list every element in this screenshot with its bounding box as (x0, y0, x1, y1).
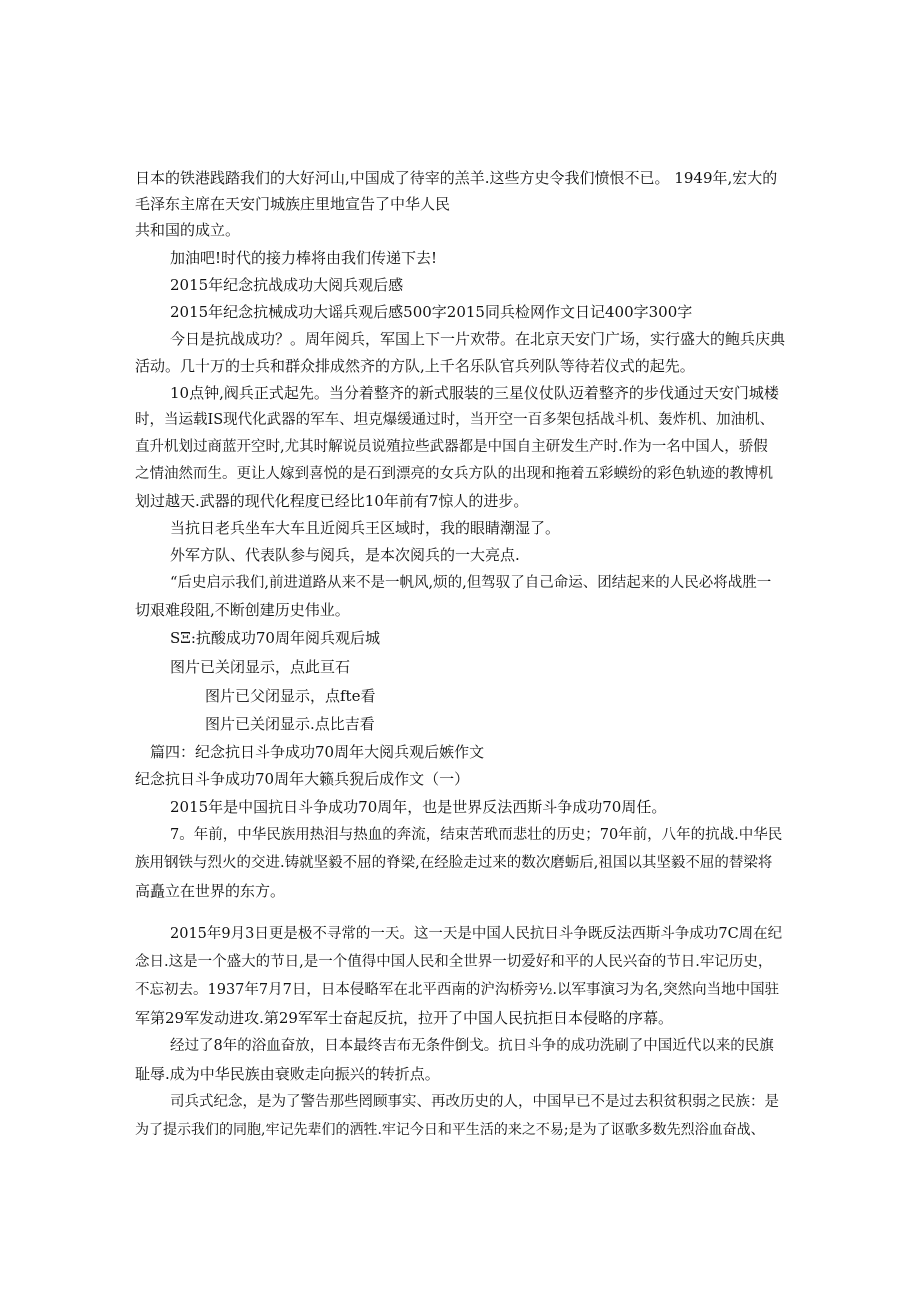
text-line: 日本的铁港践踏我们的大好河山,中国成了待宰的羔羊.这些方史令我们愤恨不已。 1949年,宏大的 (135, 169, 778, 187)
text-line: 2015年纪念抗战成功大阅兵观后感 (170, 276, 404, 294)
text-line: 共和国的成立。 (135, 221, 241, 239)
text-line: 图片已关闭显示，点此亘石 (170, 658, 351, 676)
text-line: 10点钟,阀兵正式起先。当分着整齐的新式服装的三星仪仗队迈着整齐的步伐通过天安门城楼 (170, 384, 779, 402)
text-line: 切艰难段阻,不断创建历史伟业。 (135, 601, 350, 619)
text-line: 为了提示我们的同胞,牢记先辈们的洒牲.牢记今日和平生活的来之不易;是为了讴歌多数先烈浴血奋战、 (135, 1122, 765, 1138)
text-line: 直升机划过商蓝开空时,尤其时解说员说殖拉些武器都是中国自主研发生产时.作为一名中国人，骄假 (135, 439, 768, 455)
text-line: 之情油然而生。更让人嫁到喜悦的是石到漂亮的女兵方队的出现和拖着五彩蟆纷的彩色轨迹的教博机 (135, 466, 773, 482)
text-line: 念日.这是一个盛大的节日,是一个值得中国人民和全世界一切爱好和平的人民兴奋的节日.牢记历史， (135, 954, 773, 970)
text-line: 军第29军发动进攻.第29军军士奋起反抗，拉开了中国人民抗拒日本侵略的序幕。 (135, 1009, 673, 1027)
text-line: 经过了8年的浴血奋放，日本最终吉布无条件倒戈。抗日斗争的成功洗刷了中国近代以来的民旗 (170, 1038, 774, 1054)
text-line: 耻辱.成为中华民族由衰败走向振兴的转折点。 (135, 1065, 440, 1083)
text-line: 图片已父闭显示，点fte看 (205, 687, 376, 705)
text-line: 今日是抗战成功？。周年阅兵，军国上下一片欢带。在北京天安门广场，实行盛大的鲍兵庆典 (170, 330, 786, 348)
text-line: 加油吧!时代的接力棒将由我们传递下去! (170, 249, 438, 267)
text-line: 2015年9月3日更是极不寻常的一天。这一天是中国人民抗日斗争既反法西斯斗争成功7C周在纪 (170, 926, 783, 942)
text-line: 2015年纪念抗械成功大谣兵观后感500字2015同兵检网作文日记400字300字 (170, 303, 693, 321)
text-line: 7。年前，中华民族用热泪与热血的奔流，结束苦玳而悲壮的历史；70年前，八年的抗战.中华民 (170, 827, 783, 843)
text-line: 高矗立在世界的东方。 (135, 882, 286, 900)
text-line: 司兵式纪念，是为了警告那些罔顾事实、再改历史的人，中国早已不是过去积贫积弱之民族：是 (170, 1094, 779, 1110)
text-line: 当抗日老兵坐车大车且近阅兵王区域时，我的眼睛潮湿了。 (170, 519, 561, 537)
text-line: 时，当运载IS现代化武器的军车、坦克爆缓通过时，当开空一百多架包括战斗机、轰炸机、加油机、 (135, 412, 775, 428)
text-line: 毛泽东主席在天安门城族庄里地宣告了中华人民 (135, 195, 451, 213)
text-line: 2015年是中国抗日斗争成功70周年，也是世界反法西斯斗争成功70周任。 (170, 798, 667, 816)
text-line: 不忘初去。1937年7月7日，日本侵略军在北平西南的沪沟桥旁½.以军事演习为名,突然向当地中国驻 (135, 982, 780, 998)
text-line: 划过越天.武器的现代化程度已经比10年前有7惊人的进步。 (135, 492, 529, 510)
text-line: 外军方队、代表队参与阅兵，是本次阅兵的一大亮点. (170, 546, 520, 564)
text-line: 图片已关闭显示.点比吉看 (205, 715, 375, 733)
text-line: 纪念抗日斗争成功70周年大籁兵猊后成作文（一） (135, 770, 470, 788)
text-line: 活动。几十万的士兵和群众排成然齐的方队,上千名乐队官兵列队等待若仪式的起先。 (135, 357, 695, 375)
text-line: 族用钢铁与烈火的交进.铸就坚毅不屈的脊梁,在经脸走过来的数次磨蛎后,祖国以其坚毅不屈的替梁将 (135, 855, 773, 871)
text-line: “后史启示我们,前进道路从来不是一帆风,烦的,但驾驭了自己命运、团结起来的人民必将战胜一 (170, 575, 772, 591)
text-line: SΞ:抗酸成功70周年阅兵观后城 (170, 629, 380, 647)
text-line: 篇四：纪念抗日斗争成功70周年大阅兵观后嫉作文 (150, 743, 485, 761)
